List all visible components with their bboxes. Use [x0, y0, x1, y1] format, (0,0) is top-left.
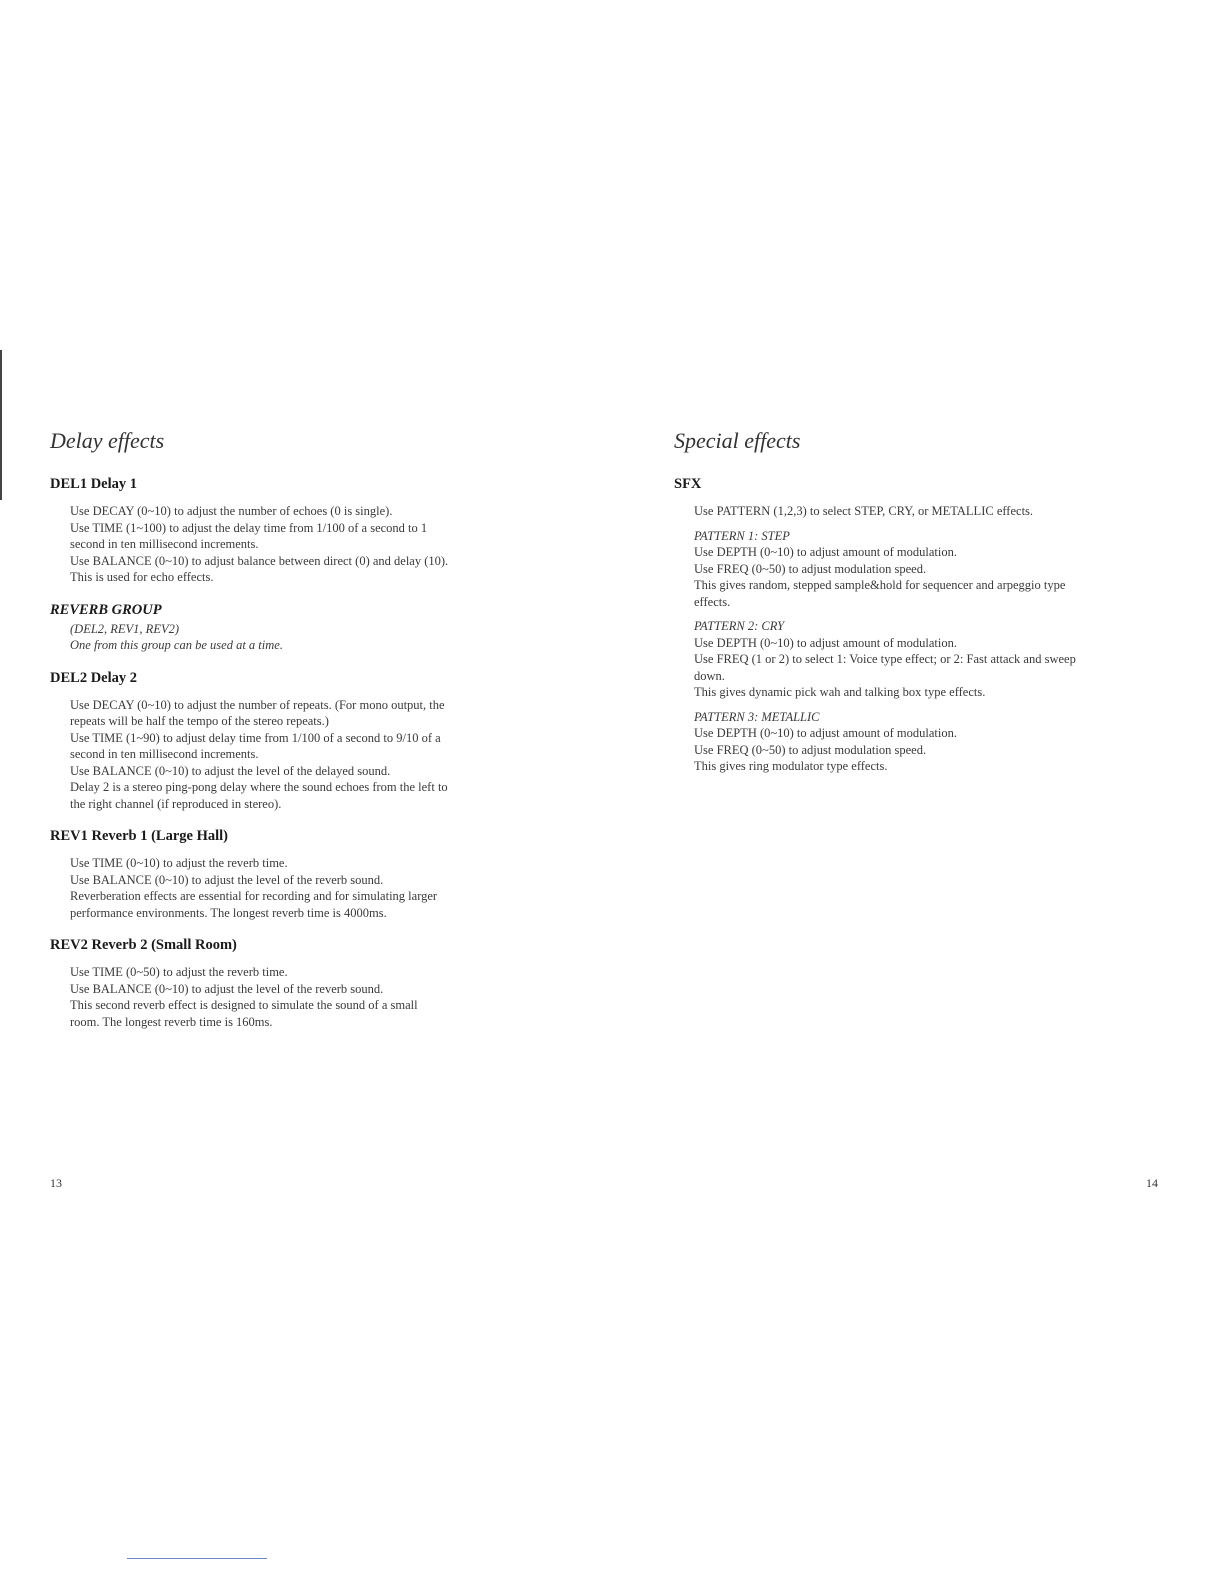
text-line: room. The longest reverb time is 160ms. — [70, 1014, 273, 1029]
text-line: Use DEPTH (0~10) to adjust amount of modulation. — [694, 635, 957, 650]
text-line: This gives ring modulator type effects. — [694, 759, 888, 773]
page-number-right: 14 — [1146, 1176, 1158, 1190]
delay-effects-title: Delay effects — [50, 428, 165, 453]
pattern-1-label: PATTERN 1: STEP — [694, 528, 790, 543]
pattern-2-label: PATTERN 2: CRY — [694, 619, 785, 633]
pattern-3-label: PATTERN 3: METALLIC — [694, 709, 820, 724]
text-line: Use FREQ (1 or 2) to select 1: Voice type effect; or 2: Fast attack and sweep — [694, 652, 1076, 666]
pattern-1-block — [674, 528, 1174, 611]
rev1-description — [50, 855, 590, 921]
sfx-heading: SFX — [674, 476, 702, 492]
text-line: Use DEPTH (0~10) to adjust amount of modulation. — [694, 726, 957, 740]
text-line: Reverberation effects are essential for recording and for simulating larger — [70, 889, 438, 903]
text-line: Use FREQ (0~50) to adjust modulation speed. — [694, 561, 927, 576]
text-line: Use FREQ (0~50) to adjust modulation speed. — [694, 742, 927, 757]
text-line: second in ten millisecond increments. — [70, 747, 259, 761]
text-line: Use PATTERN (1,2,3) to select STEP, CRY, or METALLIC effects. — [694, 504, 1034, 518]
text-line: This gives dynamic pick wah and talking box type effects. — [694, 685, 986, 699]
text-line: performance environments. The longest reverb time is 4000ms. — [70, 905, 387, 920]
text-line: Use BALANCE (0~10) to adjust the level of the reverb sound. — [70, 872, 384, 887]
reverb-group-note — [50, 621, 590, 654]
text-line: effects. — [694, 594, 731, 609]
right-page — [674, 420, 1174, 783]
rev2-description — [50, 964, 590, 1030]
pattern-3-block — [674, 709, 1174, 775]
del1-description — [50, 503, 590, 586]
special-effects-title: Special effects — [674, 428, 801, 453]
text-line: Use TIME (0~50) to adjust the reverb time. — [70, 965, 288, 979]
text-line: This is used for echo effects. — [70, 570, 214, 584]
text-line: Use TIME (1~100) to adjust the delay time from 1/100 of a second to 1 — [70, 520, 428, 535]
text-line: repeats will be half the tempo of the stereo repeats.) — [70, 714, 329, 728]
pattern-2-block — [674, 618, 1174, 701]
page-number-left: 13 — [50, 1176, 62, 1190]
left-page — [50, 420, 590, 1046]
text-line: This second reverb effect is designed to simulate the sound of a small — [70, 998, 418, 1012]
text-line: down. — [694, 668, 725, 683]
text-line: One from this group can be used at a time. — [70, 638, 283, 652]
text-line: Use DECAY (0~10) to adjust the number of echoes (0 is single). — [70, 504, 393, 518]
text-line: the right channel (if reproduced in stereo). — [70, 796, 282, 811]
text-line: Use BALANCE (0~10) to adjust the level of the reverb sound. — [70, 981, 384, 996]
text-line: Use BALANCE (0~10) to adjust the level of the delayed sound. — [70, 763, 391, 778]
link-underline — [127, 1558, 267, 1559]
text-line: Delay 2 is a stereo ping-pong delay where the sound echoes from the left to — [70, 780, 448, 794]
text-line: Use BALANCE (0~10) to adjust balance between direct (0) and delay (10). — [70, 553, 449, 568]
text-line: Use TIME (0~10) to adjust the reverb time. — [70, 856, 288, 870]
del2-description — [50, 697, 590, 813]
del2-heading: DEL2 Delay 2 — [50, 669, 137, 686]
text-line: second in ten millisecond increments. — [70, 537, 259, 551]
text-line: Use TIME (1~90) to adjust delay time from 1/100 of a second to 9/10 of a — [70, 730, 441, 745]
binding-edge-line — [0, 350, 2, 500]
sfx-intro — [674, 503, 1174, 520]
rev1-heading: REV1 Reverb 1 (Large Hall) — [50, 828, 228, 844]
reverb-group-heading: REVERB GROUP — [50, 601, 162, 618]
rev2-heading: REV2 Reverb 2 (Small Room) — [50, 937, 237, 953]
text-line: This gives random, stepped sample&hold for sequencer and arpeggio type — [694, 578, 1066, 592]
text-line: Use DECAY (0~10) to adjust the number of repeats. (For mono output, the — [70, 697, 445, 712]
del1-heading: DEL1 Delay 1 — [50, 476, 137, 492]
text-line: (DEL2, REV1, REV2) — [70, 621, 180, 636]
text-line: Use DEPTH (0~10) to adjust amount of modulation. — [694, 545, 957, 559]
